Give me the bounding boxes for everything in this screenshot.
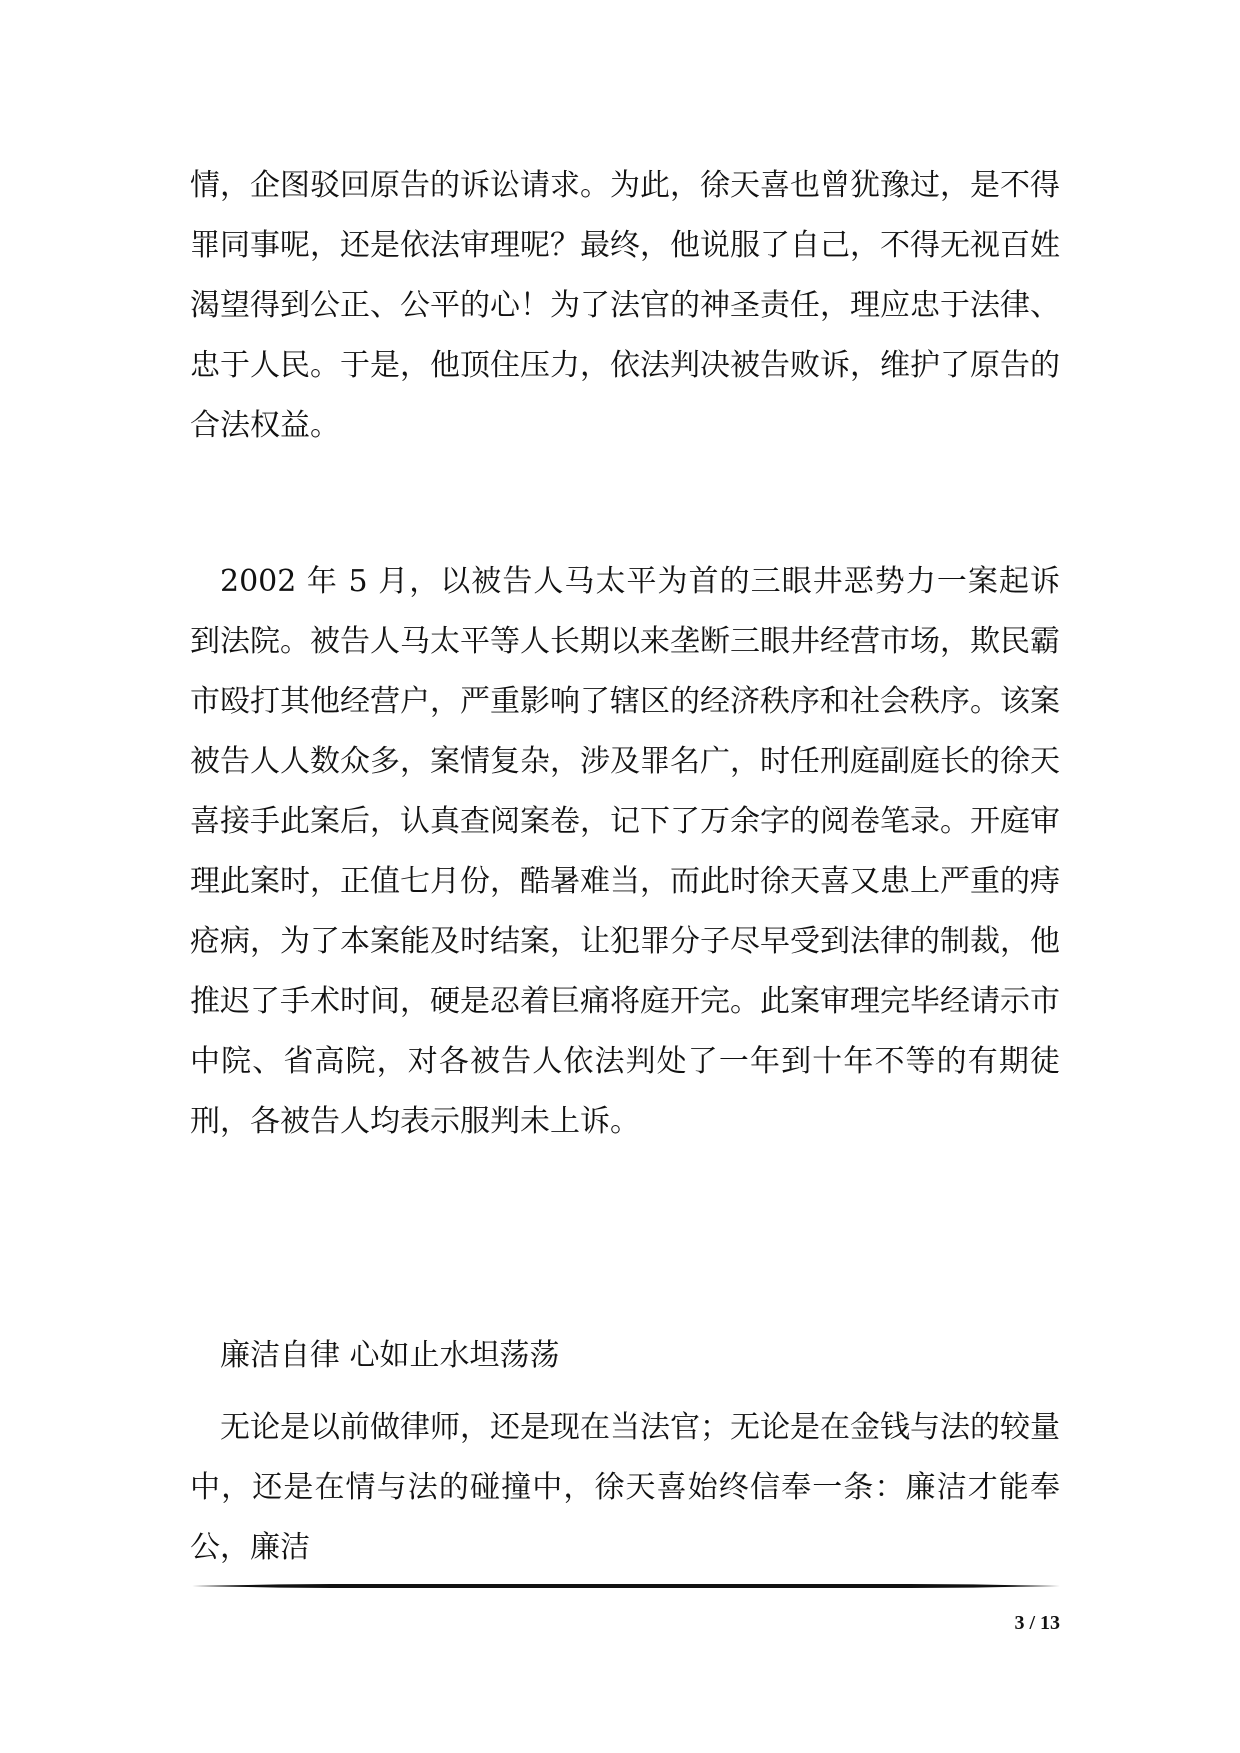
paragraph-continued: 情，企图驳回原告的诉讼请求。为此，徐天喜也曾犹豫过，是不得罪同事呢，还是依法审理呢？最终，他说服了自己，不得无视百姓渴望得到公正、公平的心！为了法官的神圣责任，理应忠于法律、忠于人民。于是，他顶住压力，依法判决被告败诉，维护了原告的合法权益。 — [190, 168, 1060, 443]
paragraph-case-2002: 2002 年 5 月，以被告人马太平为首的三眼井恶势力一案起诉到法院。被告人马太平等人长期以来垄断三眼井经营市场，欺民霸市殴打其他经营户，严重影响了辖区的经济秩序和社会秩序。该案被告人人数众多，案情复杂，涉及罪名广，时任刑庭副庭长的徐天喜接手此案后，认真查阅案卷，记下了万余字的阅卷笔录。开庭审理此案时，正值七月份，酷暑难当，而此时徐天喜又患上严重的痔疮病，为了本案能及时结案，让犯罪分子尽早受到法律的制裁，他推迟了手术时间，硬是忍着巨痛将庭开完。此案审理完毕经请示市中院、省高院，对各被告人依法判处了一年到十年不等的有期徒刑，各被告人均表示服判未上诉。 — [190, 564, 1060, 1139]
section-heading: 廉洁自律 心如止水坦荡荡 — [220, 1338, 560, 1373]
page-number: 3 / 13 — [1014, 1612, 1060, 1634]
paragraph-integrity: 无论是以前做律师，还是现在当法官；无论是在金钱与法的较量中，还是在情与法的碰撞中，徐天喜始终信奉一条：廉洁才能奉公，廉洁 — [190, 1410, 1060, 1565]
footer-divider — [192, 1582, 1060, 1590]
